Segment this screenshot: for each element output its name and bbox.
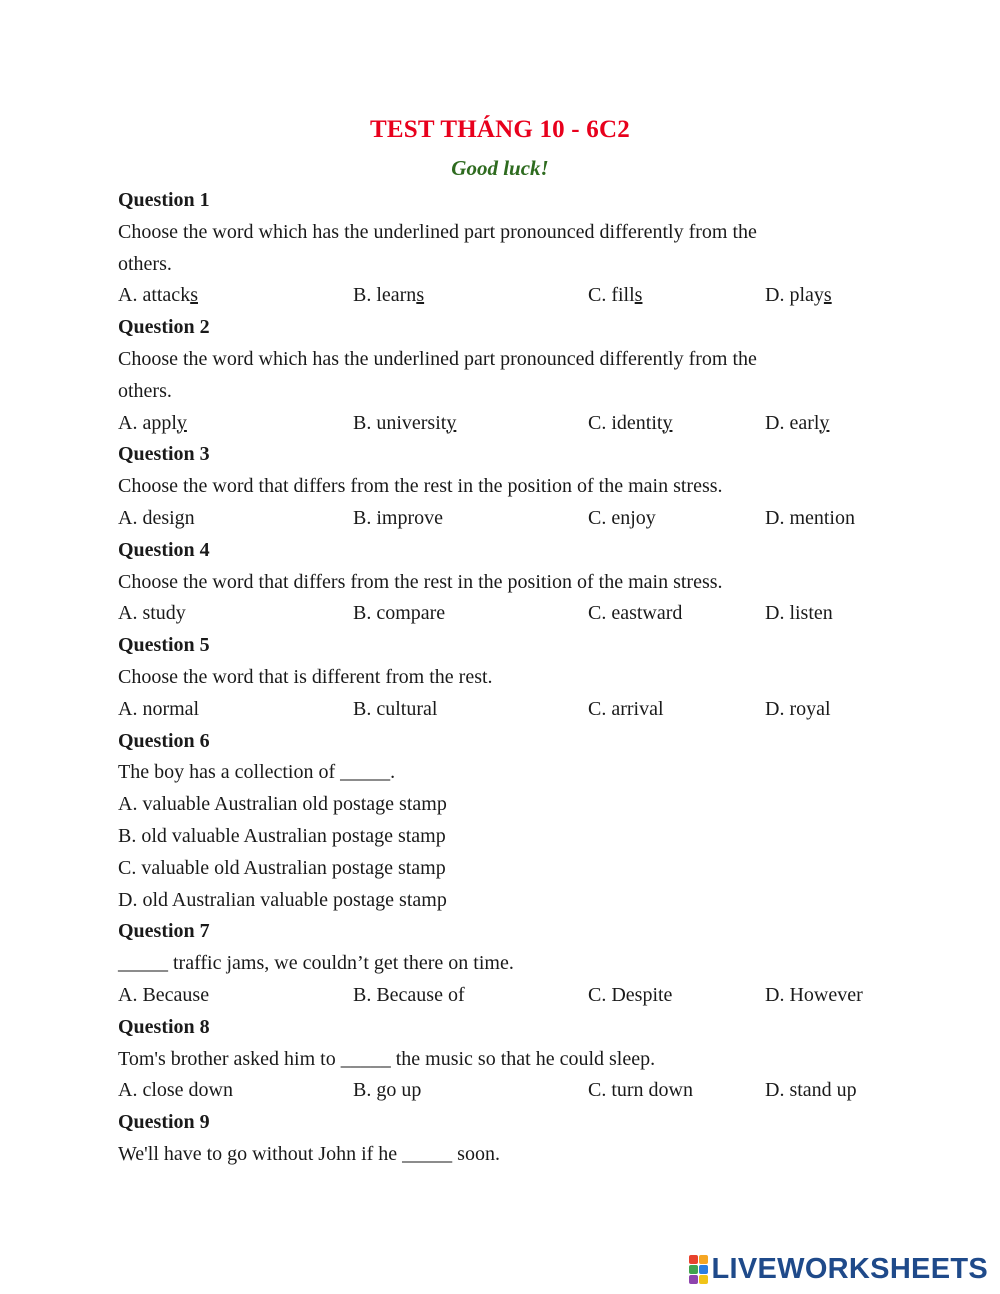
question-7-heading: Question 7 (118, 920, 210, 943)
logo-block (699, 1275, 708, 1284)
logo-block (689, 1265, 698, 1274)
question-5-heading: Question 5 (118, 634, 210, 657)
question-2-option-a[interactable]: A. apply (118, 411, 187, 434)
logo-block (689, 1275, 698, 1284)
question-7-option-a[interactable]: A. Because (118, 983, 210, 1006)
question-2-option-d[interactable]: D. early (765, 411, 830, 434)
underlined-part: s (190, 284, 198, 307)
question-3-options (118, 503, 898, 535)
question-9-prompt: We'll have to go without John if he _____ soon. (118, 1142, 500, 1165)
worksheet-title: TEST THÁNG 10 - 6C2 (370, 116, 630, 143)
question-2-prompt-line-1: Choose the word which has the underlined part pronounced differently from the (118, 347, 757, 370)
logo-block (689, 1255, 698, 1264)
question-8-heading: Question 8 (118, 1015, 210, 1038)
question-5-option-c[interactable]: C. arrival (588, 697, 664, 720)
question-1-options (118, 280, 898, 312)
question-7-option-d[interactable]: D. However (765, 983, 863, 1006)
question-6-heading: Question 6 (118, 729, 210, 752)
question-7-prompt: _____ traffic jams, we couldn’t get there on time. (118, 952, 514, 975)
question-8-option-b[interactable]: B. go up (353, 1079, 422, 1102)
question-4-option-d[interactable]: D. listen (765, 602, 833, 625)
question-4-options (118, 598, 898, 630)
question-1-option-c[interactable]: C. fills (588, 284, 643, 307)
question-5-option-d[interactable]: D. royal (765, 697, 831, 720)
question-1-prompt-line-1: Choose the word which has the underlined part pronounced differently from the (118, 220, 757, 243)
underlined-part: y (176, 411, 187, 434)
brand-name: LIVEWORKSHEETS (711, 1252, 988, 1285)
question-5-options (118, 694, 898, 726)
question-3-option-a[interactable]: A. design (118, 506, 195, 529)
question-3-option-b[interactable]: B. improve (353, 506, 443, 529)
question-1-option-b[interactable]: B. learns (353, 284, 425, 307)
underlined-part: s (416, 284, 425, 307)
underlined-part: y (662, 411, 673, 434)
question-4-prompt: Choose the word that differs from the rest in the position of the main stress. (118, 570, 723, 593)
question-list (118, 185, 898, 1171)
question-4-heading: Question 4 (118, 538, 210, 561)
question-3-option-c[interactable]: C. enjoy (588, 506, 656, 529)
underlined-part: s (823, 284, 832, 307)
logo-block (699, 1255, 708, 1264)
question-5-prompt: Choose the word that is different from the rest. (118, 665, 493, 688)
question-2-heading: Question 2 (118, 316, 210, 339)
question-7-option-c[interactable]: C. Despite (588, 983, 673, 1006)
question-7-options (118, 980, 898, 1012)
question-4-option-b[interactable]: B. compare (353, 602, 446, 625)
question-8-option-d[interactable]: D. stand up (765, 1079, 857, 1102)
question-8-option-c[interactable]: C. turn down (588, 1079, 693, 1102)
question-2-prompt-line-2: others. (118, 379, 172, 402)
question-6-prompt: The boy has a collection of _____. (118, 761, 396, 784)
question-3-prompt: Choose the word that differs from the rest in the position of the main stress. (118, 475, 723, 498)
question-6-option-a[interactable]: A. valuable Australian old postage stamp (118, 793, 447, 816)
underlined-part: y (446, 411, 457, 434)
question-1-option-a[interactable]: A. attacks (118, 284, 198, 307)
liveworksheets-brand[interactable] (689, 1252, 989, 1286)
question-6-option-c[interactable]: C. valuable old Australian postage stamp (118, 856, 446, 879)
question-1-heading: Question 1 (118, 189, 210, 211)
question-6-option-b[interactable]: B. old valuable Australian postage stamp (118, 824, 446, 847)
question-4-option-a[interactable]: A. study (118, 602, 186, 625)
question-4-option-c[interactable]: C. eastward (588, 602, 683, 625)
logo-block (699, 1265, 708, 1274)
question-2-option-c[interactable]: C. identity (588, 411, 673, 434)
question-5-option-b[interactable]: B. cultural (353, 697, 438, 720)
question-2-options (118, 408, 898, 440)
liveworksheets-logo-icon (689, 1255, 708, 1284)
question-8-prompt: Tom's brother asked him to _____ the music so that he could sleep. (118, 1047, 656, 1070)
question-6-option-d[interactable]: D. old Australian valuable postage stamp (118, 888, 447, 911)
question-2-option-b[interactable]: B. university (353, 411, 457, 434)
underlined-part: y (819, 411, 830, 434)
question-8-options (118, 1075, 898, 1107)
worksheet-subtitle: Good luck! (451, 156, 549, 180)
question-8-option-a[interactable]: A. close down (118, 1079, 233, 1102)
underlined-part: s (634, 284, 643, 307)
question-1-option-d[interactable]: D. plays (765, 284, 832, 307)
question-3-option-d[interactable]: D. mention (765, 506, 855, 529)
question-3-heading: Question 3 (118, 443, 210, 466)
question-5-option-a[interactable]: A. normal (118, 697, 200, 720)
question-9-heading: Question 9 (118, 1111, 210, 1134)
question-1-prompt-line-2: others. (118, 252, 172, 275)
question-7-option-b[interactable]: B. Because of (353, 983, 465, 1006)
